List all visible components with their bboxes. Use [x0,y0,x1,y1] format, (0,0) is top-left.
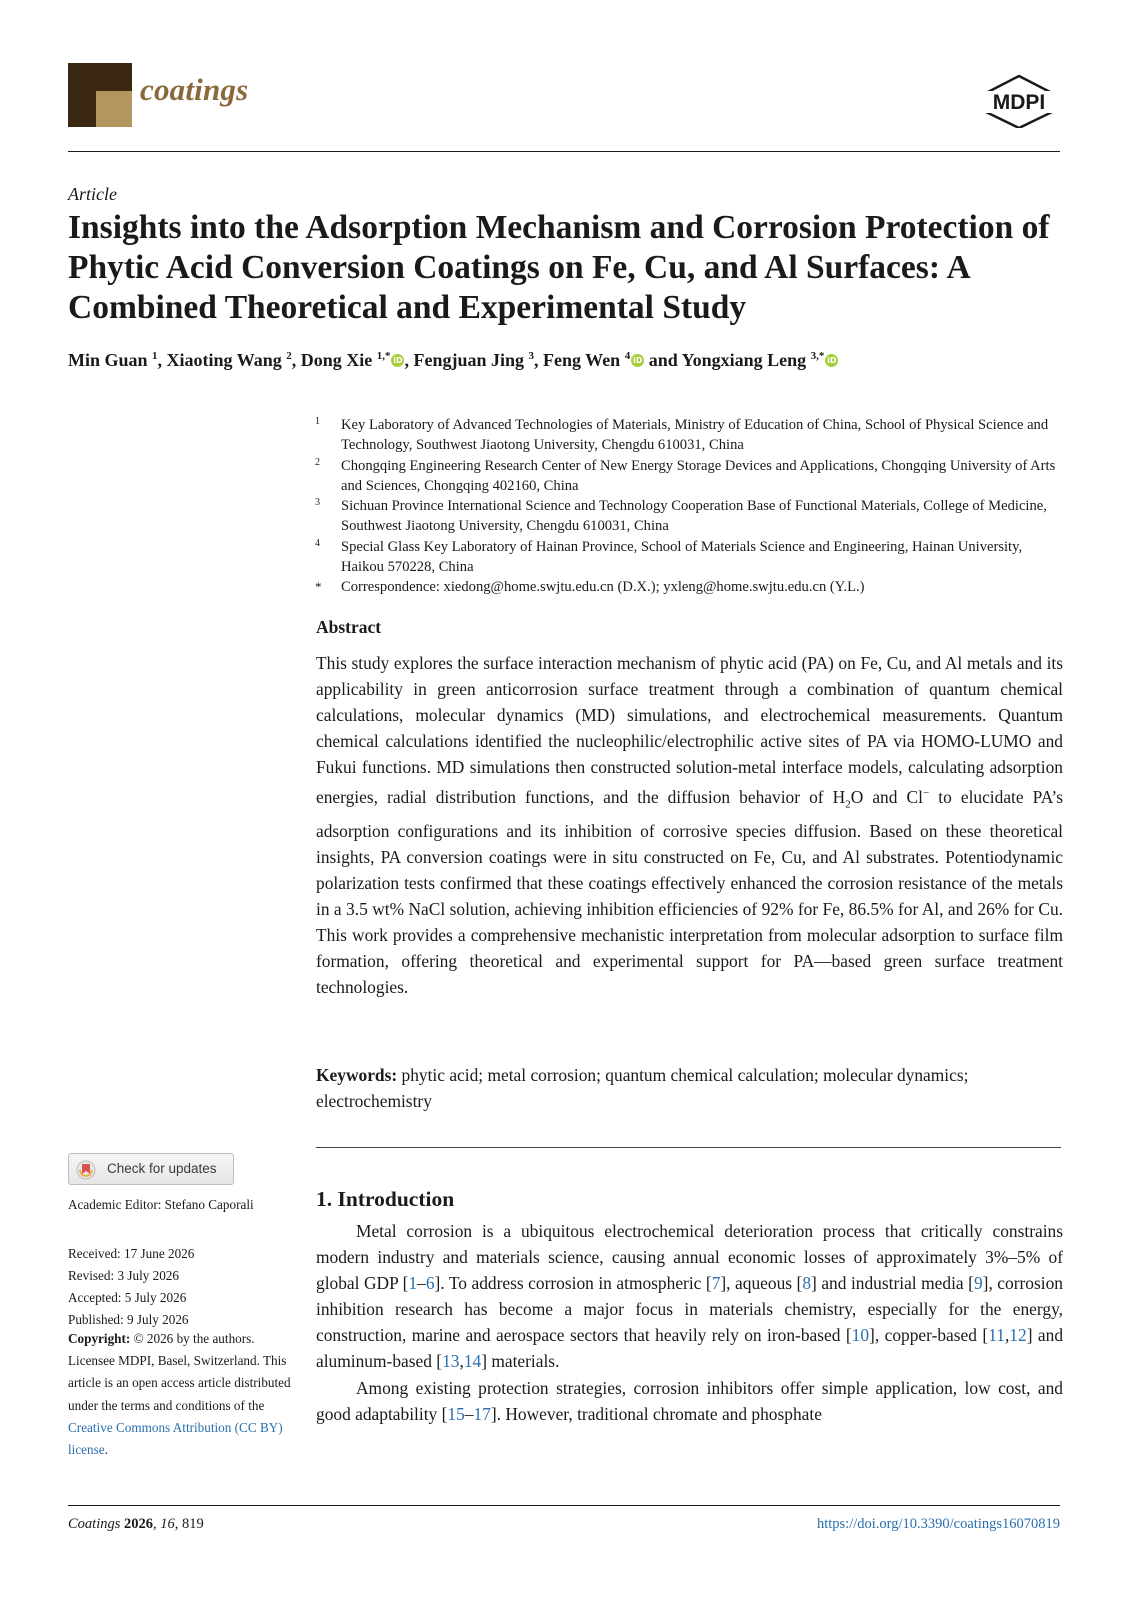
citation-link[interactable]: 8 [802,1273,812,1294]
citation-link[interactable]: 9 [973,1273,983,1294]
crossmark-icon [76,1160,96,1180]
affiliation-number: 4 [315,537,320,549]
copyright-end: . [104,1442,108,1458]
citation-link[interactable]: 7 [711,1273,721,1294]
academic-editor: Academic Editor: Stefano Caporali [68,1197,254,1212]
mdpi-logo-text: MDPI [992,91,1046,114]
journal-logo [68,63,132,127]
affiliation-text: Sichuan Province International Science and Technology Cooperation Base of Functional Materials, College of Medicine, Southwest Jiaotong University, Chengdu 610031, China [341,498,1047,535]
paragraph-text: ] and industrial media [ [811,1273,974,1294]
check-for-updates-button[interactable] [68,1153,234,1185]
citation-link[interactable]: 10 [851,1325,870,1346]
revised-date: Revised: 3 July 2026 [68,1268,179,1283]
citation-link[interactable]: 1 [408,1273,418,1294]
abstract-body [316,650,1063,1000]
introduction-body [316,1218,1063,1427]
author-name: Min Guan [68,350,148,370]
orcid-icon[interactable]: iD [393,356,403,365]
introduction-heading: 1. Introduction [316,1187,455,1211]
citation-link[interactable]: 13 [442,1351,460,1372]
introduction-paragraph [316,1218,1063,1375]
keywords-label: Keywords: [316,1065,398,1085]
affiliation-item [315,415,1065,456]
author-affiliation-mark: 2 [286,350,292,362]
section-rule [316,1147,1061,1148]
footer-year: 2026 [124,1516,153,1532]
mdpi-logo [978,74,1060,128]
published-date: Published: 9 July 2026 [68,1312,189,1327]
journal-name: coatings [140,72,249,107]
author-name: Yongxiang Leng [681,350,807,370]
paragraph-text: – [417,1273,426,1294]
paragraph-text: – [464,1403,474,1424]
footer-article-number: 819 [182,1516,204,1532]
affiliation-text: Key Laboratory of Advanced Technologies of Materials, Ministry of Education of China, School of Physical Science and Technology, Southwest Jiaotong University, Chengdu 610031, China [341,417,1049,454]
author-name: Dong Xie [300,350,373,370]
footer-journal: Coatings [68,1516,121,1532]
copyright-label: Copyright: [68,1331,131,1346]
author-affiliation-mark: 1 [152,350,158,362]
publication-dates [68,1243,194,1331]
correspondence-mark: * [315,579,322,595]
citation-link[interactable]: 17 [473,1403,491,1424]
citation-link[interactable]: 12 [1009,1325,1027,1346]
citation-link[interactable]: 14 [463,1351,482,1372]
author-affiliation-mark: 4 [624,350,631,362]
license-link[interactable]: Creative Commons Attribution (CC BY) license [68,1419,283,1458]
abstract-text: to elucidate PA’s adsorption configurations and its inhibition of corrosive species diffusion. Based on these theoretical insights, PA conversion coatings were in situ constructed on Fe, Cu, and Al substrates. Potentiodynamic polarization tests confirmed that these coatings effectively enhanced the corrosion resistance of the metals in a 3.5 wt% NaCl solution, achieving inhibition efficiencies of 92% for Fe, 86.5% for Al, and 26% for Cu. This work provides a comprehensive mechanistic interpretation from molecular adsorption to surface film formation, offering theoretical and experimental support for PA—based green surface treatment technologies. [316,787,1063,998]
paragraph-text: Among existing protection strategies, corrosion inhibitors offer simple application, low cost, and good adaptability [ [316,1377,1063,1424]
abstract-superscript: − [922,787,930,800]
paragraph-text: Metal corrosion is a ubiquitous electrochemical deterioration process that critically constrains modern industry and materials science, causing annual economic losses of approximately 3%–5% of global GDP [ [316,1221,1063,1294]
affiliation-text: Chongqing Engineering Research Center of New Energy Storage Devices and Applications, Chongqing University of Arts and Sciences, Chongqing 402160, China [341,457,1056,494]
abstract-heading: Abstract [316,617,382,637]
paragraph-text: ], corrosion inhibition research has become a major focus in materials chemistry, especially for the energy, construction, marine and aerospace sectors that heavily rely on iron-based [ [316,1273,1063,1346]
orcid-icon[interactable]: iD [827,356,837,365]
correspondence-text: Correspondence: xiedong@home.swjtu.edu.cn (D.X.); yxleng@home.swjtu.edu.cn (Y.L.) [341,579,865,596]
author-name: Xiaoting Wang [166,350,282,370]
correspondence-item [315,577,1065,597]
paragraph-text: ], aqueous [ [720,1273,803,1294]
introduction-paragraph [316,1375,1063,1427]
citation-link[interactable]: 15 [447,1403,465,1424]
affiliation-item [315,496,1065,537]
paragraph-text: ]. To address corrosion in atmospheric [ [434,1273,712,1294]
paragraph-text: , [459,1351,464,1372]
paragraph-text: , [1004,1325,1010,1346]
author-affiliation-mark: 1,* [376,350,391,362]
affiliations [315,415,1065,598]
paragraph-text: ] and aluminum-based [ [316,1325,1064,1372]
author-affiliation-mark: 3,* [810,350,825,362]
received-date: Received: 17 June 2026 [68,1246,195,1261]
citation-link[interactable]: 11 [988,1325,1005,1346]
author-name: Fengjuan Jing [413,350,525,370]
doi-link[interactable]: https://doi.org/10.3390/coatings16070819 [816,1516,1060,1532]
paragraph-text: ] materials. [481,1351,560,1372]
abstract-subscript: 2 [845,798,851,811]
paragraph-text: ], copper-based [ [869,1325,989,1346]
copyright-text: © 2026 by the authors. Licensee MDPI, Basel, Switzerland. This article is an open access article distributed under the terms and conditions of the [68,1331,291,1413]
affiliation-text: Special Glass Key Laboratory of Hainan Province, School of Materials Science and Engineering, Hainan University, Haikou 570228, China [341,538,1023,576]
affiliation-number: 3 [315,497,320,509]
abstract-text: O and Cl [850,787,923,808]
author-name: Feng Wen [543,350,621,370]
author-affiliation-mark: 3 [528,350,535,362]
author-list: Min Guan $^1$, Xiaoting Wang $^2$, Dong Xie $^{1,*}$ iD , Fengjuan Jing $^3$, Feng Wen $^4$ iD and Yongxiang Leng $^{3,*}$ iD [68,350,837,370]
header-rule [68,151,1060,152]
orcid-icon[interactable]: iD [633,356,643,365]
affiliation-item [315,537,1065,578]
citation-link[interactable]: 6 [425,1273,435,1294]
keywords [316,1062,1063,1114]
citation-footer: Coatings 2026, 16, 819 [68,1516,204,1532]
affiliation-item [315,456,1065,497]
abstract-text: This study explores the surface interaction mechanism of phytic acid (PA) on Fe, Cu, and Al metals and its applicability in green anticorrosion surface treatment through a combination of quantum chemical calculations, molecular dynamics (MD) simulations, and electrochemical measurements. Quantum chemical calculations identified the nucleophilic/electrophilic active sites of PA via HOMO-LUMO and Fukui functions. MD simulations then constructed solution-metal interface models, calculating adsorption energies, radial distribution functions, and the diffusion behavior of H [316,653,1063,808]
footer-rule [68,1505,1060,1506]
paper-title: Insights into the Adsorption Mechanism and Corrosion Protection of Phytic Acid Conversion Coatings on Fe, Cu, and Al Surfaces: A Combined Theoretical and Experimental Study [68,209,1050,326]
article-type: Article [68,184,117,204]
affiliation-number: 1 [315,416,320,427]
copyright-notice [68,1328,293,1461]
paragraph-text: ]. However, traditional chromate and phosphate [490,1403,822,1424]
check-for-updates-label: Check for updates [107,1161,217,1176]
accepted-date: Accepted: 5 July 2026 [68,1290,187,1305]
keywords-text: phytic acid; metal corrosion; quantum chemical calculation; molecular dynamics; electrochemistry [316,1065,969,1111]
footer-volume: 16 [160,1516,175,1532]
affiliation-number: 2 [315,456,320,468]
